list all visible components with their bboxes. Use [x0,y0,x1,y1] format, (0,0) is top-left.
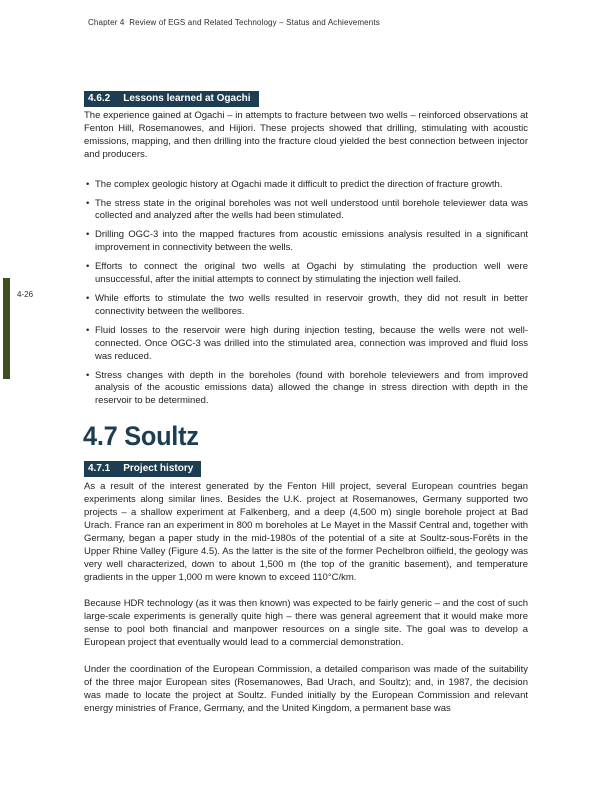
bullet-text: While efforts to stimulate the two wells resulted in reservoir growth, they did not result in better connectivity between the wellbores. [95,292,528,317]
paragraph-soultz-history-1: As a result of the interest generated by the Fenton Hill project, several European countries began experiments along similar lines. Besides the U.K. project at Rosemanowes, Germany supported two projects – a shallow experiment at Falkenberg, and a deep (4,500 m) single borehole project at Bad Urach. France ran an experiment in 800 m boreholes at Le Mayet in the Massif Central and, together with Germany, began a paper study in the mid-1980s of the potential of a site at Soultz-sous-Forêts in the Upper Rhine Valley (Figure 4.5). As the latter is the site of the former Pechelbron oilfield, the geology was very well characterized, down to about 1,500 m (the top of the granitic basement), and temperature gradients in the upper 1,000 m were known to exceed 110°C/km. [84,481,528,583]
paragraph-ogachi-intro: The experience gained at Ogachi – in attempts to fracture between two wells – reinforced observations at Fenton Hill, Rosemanowes, and Hijiori. These projects showed that drilling, stimulating with acoustic emissions, mapping, and then drilling into the fracture cloud yielded the best connection between injector and producers. [84,110,528,160]
bullet-item [86,325,528,364]
running-header: Chapter 4 Review of EGS and Related Technology – Status and Achievements [88,18,380,27]
bullet-text: Drilling OGC-3 into the mapped fractures from acoustic emissions analysis resulted in a significant improvement in connectivity between the wells. [95,229,528,254]
bullet-item [86,370,528,409]
section-title: Lessons learned at Ogachi [123,93,251,104]
section-heading-4-6-2 [84,91,259,107]
bullet-item [86,261,528,287]
bullet-item [86,293,528,319]
bullet-icon: • [86,197,90,209]
bullet-item [86,179,528,192]
section-number: 4.7.1 [88,463,111,475]
bullet-icon: • [86,292,90,304]
bullet-text: Efforts to connect the original two wells at Ogachi by stimulating the production well were unsuccessful, after the initial attempts to connect by stimulating the injection well failed. [95,261,528,286]
section-title: Project history [123,463,194,475]
paragraph-soultz-history-2: Because HDR technology (as it was then known) was expected to be fairly generic – and the cost of such large-scale experiments is generally quite high – there was general agreement that it would make more sense to pool both financial and manpower resources on a single site. The goal was to develop a European project that eventually would lead to a commercial demonstration. [84,598,528,649]
section-number: 4.6.2 [88,93,111,104]
bullet-text: The stress state in the original boreholes was not well understood until borehole televiewer data was collected and analyzed after the wells had been stimulated. [95,197,528,222]
bullet-icon: • [86,261,90,273]
bullet-text: The complex geologic history at Ogachi made it difficult to predict the direction of fracture growth. [95,178,503,190]
page-content [84,88,528,716]
chapter-section-heading-soultz: 4.7 Soultz [83,421,199,452]
bullet-icon: • [86,324,90,336]
bullet-icon: • [86,178,90,190]
bullet-item [86,229,528,255]
section-heading-4-7-1 [84,461,201,477]
page-number: 4-26 [17,290,34,299]
bullet-icon: • [86,369,90,381]
paragraph-soultz-history-3: Under the coordination of the European Commission, a detailed comparison was made of the suitability of the three major European sites (Rosemanowes, Bad Urach, and Soultz); and, in 1987, the decision was made to locate the project at Soultz. Funded initially by the European Commission and relevant energy ministries of France, Germany, and the United Kingdom, a permanent base was [84,664,528,714]
bullet-icon: • [86,229,90,241]
bullet-text: Stress changes with depth in the boreholes (found with borehole televiewers and from improved analysis of the acoustic emissions data) allowed the change in stress direction with depth in the reservoir to be determined. [95,369,528,407]
lessons-bullet-list [84,179,528,409]
bullet-item [86,198,528,224]
bullet-text: Fluid losses to the reservoir were high during injection testing, because the wells were not well-connected. Once OGC-3 was drilled into the stimulated area, connection was improved and fluid loss was reduced. [95,324,528,362]
page-edge-tab [3,278,10,379]
